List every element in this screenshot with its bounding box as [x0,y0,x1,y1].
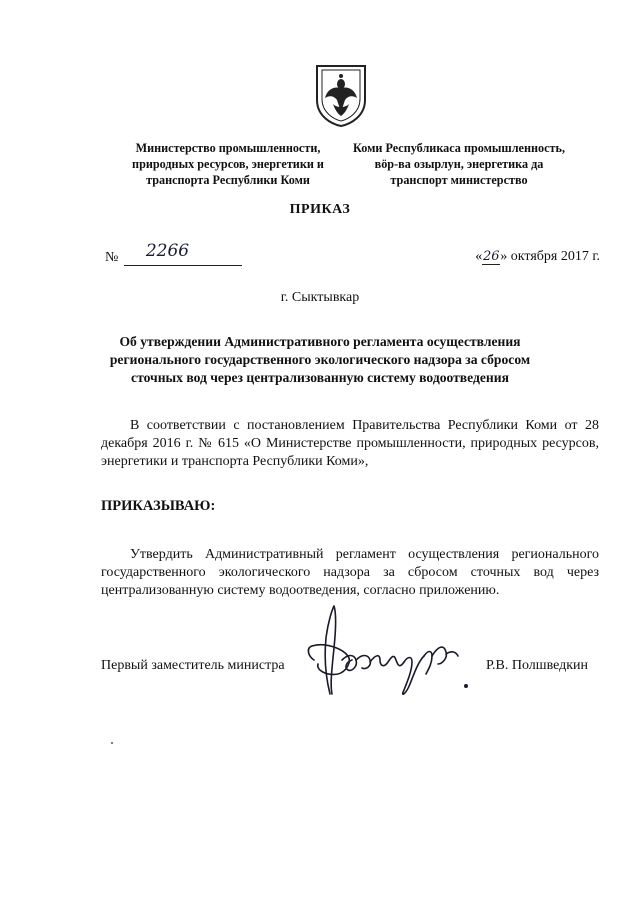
subject-line: Об утверждении Административного регламента осуществления [119,334,521,349]
ministry-ru-line: транспорта Республики Коми [146,173,310,187]
document-type-title: ПРИКАЗ [289,202,351,217]
order-subject [100,333,540,387]
date-open-quote: « [475,249,483,264]
handwritten-day: 26 [483,249,500,264]
ministry-komi-line: транспорт министерство [390,173,528,187]
order-date [475,249,600,265]
ministry-komi-line: Коми Республикаса промышленность, [353,141,565,155]
order-text: Утвердить Административный регламент осуществления регионального государственного экологического надзора за сбросом сточных вод через централизованную систему водоотведения, согласно приложению. [101,547,599,598]
ministry-ru-line: Министерство промышленности, [135,141,321,155]
scan-speck [111,742,113,744]
subject-line: сточных вод через централизованную систему водоотведения [131,370,509,385]
number-field [124,241,242,266]
date-rest: » октября 2017 г. [500,249,600,264]
handwritten-signature [296,598,496,718]
preamble-paragraph [101,417,599,471]
signatory-name: Р.В. Полшведкин [486,658,589,673]
ministry-name-komi [344,140,574,188]
preamble-text: В соответствии с постановлением Правительства Республики Коми от 28 декабря 2016 г. № 615 «О Министерстве промышленности, природных ресурсов, энергетики и транспорта Республики Коми», [101,418,599,469]
ministry-komi-line: вӧр-ва озырлун, энергетика да [374,157,544,171]
subject-line: регионального государственного экологического надзора за сбросом [109,352,531,367]
order-word: ПРИКАЗЫВАЮ: [101,498,216,514]
handwritten-number: 2266 [145,241,190,261]
coat-of-arms-icon [313,62,369,128]
city: г. Сыктывкар [280,290,360,305]
ministry-ru-line: природных ресурсов, энергетики и [132,157,324,171]
number-sign: № [105,250,119,265]
order-paragraph [101,546,599,600]
order-number [105,241,242,266]
signatory-position: Первый заместитель министра [101,658,285,673]
ministry-name-russian [108,140,348,188]
